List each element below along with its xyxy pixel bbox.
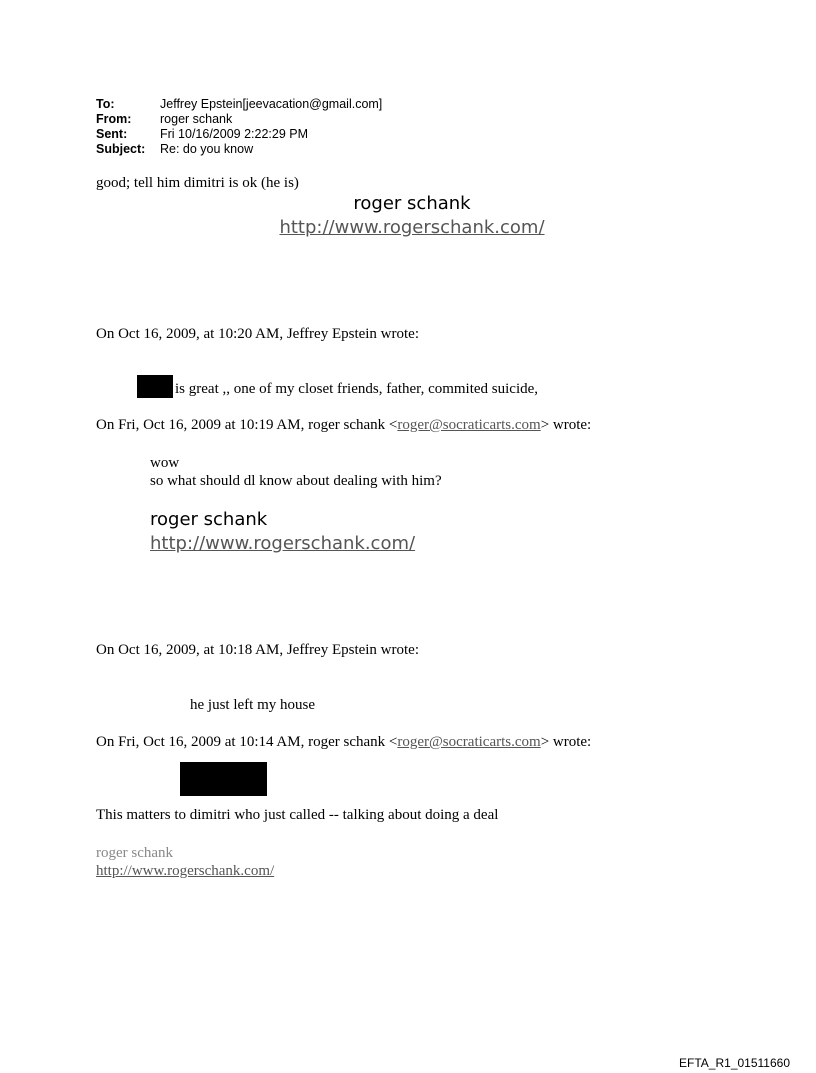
signature-link-wrap — [150, 533, 415, 555]
quote-header-prefix: On Fri, Oct 16, 2009 at 10:14 AM, roger schank < — [96, 734, 398, 750]
signature-name: roger schank — [96, 845, 174, 861]
redaction-box — [180, 762, 267, 796]
signature-link[interactable]: http://www.rogerschank.com/ — [96, 863, 275, 879]
from-label: From: — [96, 112, 132, 126]
quote-header: On Oct 16, 2009, at 10:20 AM, Jeffrey Epstein wrote: — [96, 326, 420, 342]
quote-line: wow — [150, 455, 180, 471]
subject-label: Subject: — [96, 142, 146, 156]
signature-link-wrap — [0, 217, 816, 239]
quote-header-suffix: > wrote: — [540, 734, 592, 750]
signature-name: roger schank — [353, 193, 471, 214]
reply-text: good; tell him dimitri is ok (he is) — [96, 175, 299, 191]
quote-text: This matters to dimitri who just called -- talking about doing a deal — [96, 807, 499, 823]
document-id: EFTA_R1_01511660 — [679, 1056, 790, 1070]
to-value: Jeffrey Epstein[jeevacation@gmail.com] — [160, 97, 383, 111]
quote-text: he just left my house — [190, 697, 315, 713]
email-link[interactable]: roger@socraticarts.com — [397, 734, 541, 750]
email-link[interactable]: roger@socraticarts.com — [397, 417, 541, 433]
quote-header — [96, 733, 591, 751]
redaction-box — [137, 375, 173, 398]
from-value: roger schank — [160, 112, 233, 126]
quote-header-prefix: On Fri, Oct 16, 2009 at 10:19 AM, roger schank < — [96, 417, 398, 433]
signature-link[interactable]: http://www.rogerschank.com/ — [279, 217, 545, 238]
quote-header — [96, 416, 591, 434]
sent-value: Fri 10/16/2009 2:22:29 PM — [160, 127, 309, 141]
to-label: To: — [96, 97, 115, 111]
sent-label: Sent: — [96, 127, 128, 141]
subject-value: Re: do you know — [160, 142, 254, 156]
quote-header: On Oct 16, 2009, at 10:18 AM, Jeffrey Epstein wrote: — [96, 642, 420, 658]
quote-text: is great ,, one of my closet friends, father, commited suicide, — [175, 381, 539, 397]
quote-header-suffix: > wrote: — [540, 417, 592, 433]
signature-link-wrap — [96, 862, 274, 880]
signature-name: roger schank — [150, 509, 268, 530]
signature-link[interactable]: http://www.rogerschank.com/ — [150, 533, 416, 554]
quote-line: so what should dl know about dealing with him? — [150, 473, 442, 489]
